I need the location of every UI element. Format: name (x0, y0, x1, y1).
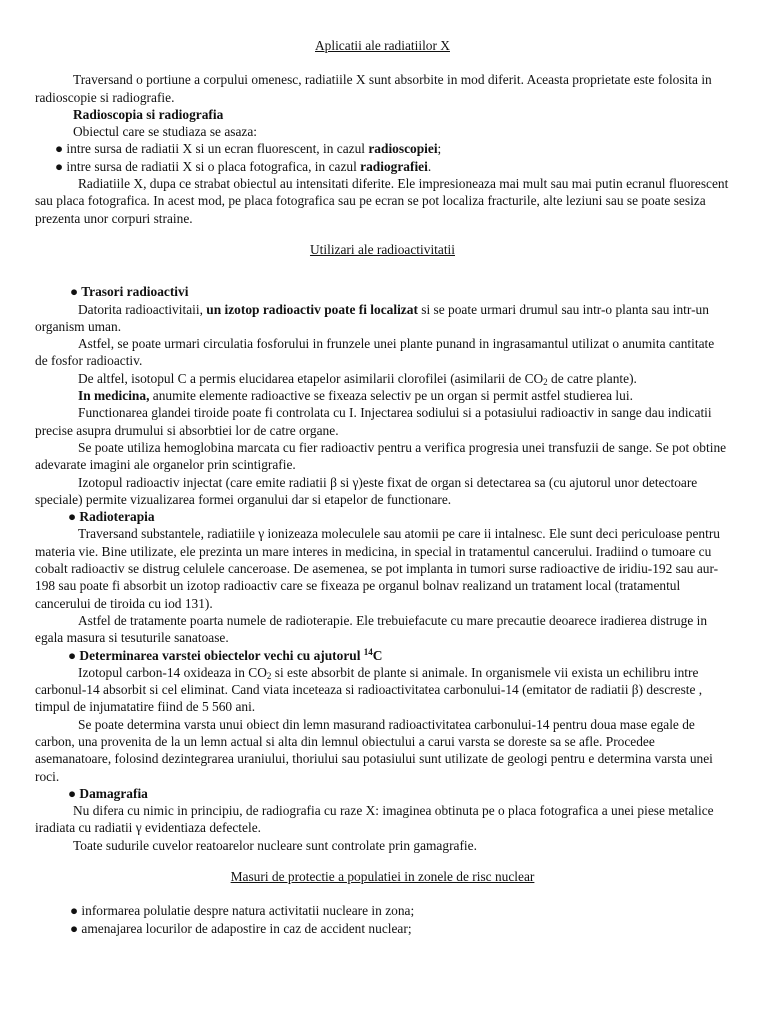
bullet-text: ● intre sursa de radiatii X si o placa fotografica, in cazul (55, 158, 361, 174)
bold-text: In medicina, (78, 388, 150, 404)
paragraph-thyroid: Functionarea glandei tiroide poate fi controlata cu I. Injectarea sodiului si a potasiului radioactiv in sange dau indicatii precise asupra drumului si absorbtiei lor de catre organe. (35, 405, 712, 438)
paragraph-tracers-1 (35, 301, 730, 336)
paragraph-tracers-2: Astfel, se poate urmari circulatia fosforului in frunzele unei plante punand in ingrasamantul utilizat o anumita cantitate de fosfor radioactiv. (35, 336, 715, 369)
paragraph-isotope: Izotopul radioactiv injectat (care emite radiatii β si γ)este fixat de organ si detectarea sa (cu ajutorul unor detectoare speciale) permite vizualizarea formei organului dar si etapelor de functionare. (35, 474, 698, 507)
section-title-radioactivity-wrap (35, 241, 730, 258)
paragraph-tracers-3 (35, 370, 730, 387)
bold-text: un izotop radioactiv poate fi localizat (206, 301, 418, 317)
paragraph-damagraphy-2: Toate sudurile cuvelor reatoarelor nucleare sunt controlate prin gamagrafie. (73, 837, 477, 853)
paragraph-hemoglobin: Se poate utiliza hemoglobina marcata cu fier radioactiv pentru a verifica progresia unei transfuzii de sange. Se pot obtine adevarate imagini ale organelor prin scintigrafie. (35, 439, 727, 473)
text: de catre plante). (547, 370, 637, 386)
bullet-radiography (35, 158, 730, 175)
text: Izotopul carbon-14 oxideaza in CO (78, 664, 267, 680)
superscript: 14 (363, 646, 373, 657)
spacer (35, 885, 730, 902)
section-title-radioactivity: Utilizari ale radioactivitatii (309, 241, 455, 257)
paragraph-radiotherapy-2: Astfel de tratamente poarta numele de radioterapie. Ele trebuiefacute cu mare precautie deoarece iradierea distruge in egala masura si tesuturile sanatoase. (35, 612, 708, 646)
spacer (35, 54, 730, 71)
heading-damagraphy: ● Damagrafia (68, 785, 148, 801)
bullet-bold: radioscopiei (368, 141, 438, 157)
spacer (35, 854, 730, 868)
document-content (35, 37, 730, 937)
subscript: 2 (543, 376, 548, 387)
heading-tracers: ● Trasori radioactivi (70, 284, 189, 300)
text: si este absorbit de plante si animale. In organismele vii exista un echilibru intre carbonul-14 absorbit si cel eliminat. Cand viata inceteaza si radioactivitatea carbonului-14 (emitator de radiatii β) descreste , timpul de injumatatire fiind de 5 560 ani. (35, 664, 703, 715)
heading-radioscopy: Radioscopia si radiografia (73, 106, 224, 122)
section-title-protection: Masuri de protectie a populatiei in zonele de risc nuclear (230, 869, 535, 885)
bullet-bold: radiografiei (360, 158, 428, 174)
section-title-x-rays: Aplicatii ale radiatiilor X (315, 38, 450, 53)
text: Datorita radioactivitaii, (78, 301, 207, 317)
paragraph-carbon-1 (35, 664, 730, 716)
text: si se poate urmari drumul sau intr-o planta sau intr-un organism uman. (35, 301, 709, 334)
spacer (35, 227, 730, 241)
heading-tail: C (372, 647, 383, 663)
heading-text: ● Determinarea varstei obiectelor vechi cu ajutorul (68, 647, 364, 663)
paragraph-result: Radiatiile X, dupa ce strabat obiectul au intensitati diferite. Ele impresioneaza mai mult sau mai putin ecranul fluorescent sau placa fotografica. In acest mod, pe placa fotografica sau pe ecran se pot localiza fracturile, alte leziuni sau se poate sesiza prezenta unor corpuri straine. (35, 176, 729, 226)
paragraph-intro: Traversand o portiune a corpului omenesc, radiatiile X sunt absorbite in mod diferit. Aceasta proprietate este folosita in radioscopie si radiografie. (35, 72, 712, 105)
spacer (35, 258, 730, 275)
text: De altfel, isotopul C a permis elucidarea etapelor asimilarii clorofilei (asimilarii de CO (78, 370, 544, 386)
subscript: 2 (266, 670, 272, 681)
paragraph-medicine (35, 387, 730, 404)
heading-radiotherapy: ● Radioterapia (68, 509, 155, 525)
section-title-x-rays-wrap (35, 37, 730, 54)
spacer (35, 275, 730, 283)
paragraph-radiotherapy-1: Traversand substantele, radiatiile γ ionizeaza moleculele sau atomii pe care ii intalnesc. Ele sunt deci periculoase pentru materia vie. Bine utilizate, ele prezinta un mare interes in medicina, in special in tratamentul cancerului. Iradiind o tumoare cu cobalt radioactiv se distrug celulele canceroase. De asemenea, se pot implanta in tumori surse radioactive de iridiu-192 sau aur-198 sau poate fi absorbit un izotop radioactiv care se fixeaza pe organul bolnav realizand un tratament local (tratamentul cancerului de tiroida cu iod 131). (35, 526, 720, 611)
bullet-informing: ● informarea polulatie despre natura activitatii nucleare in zona; (70, 903, 415, 919)
paragraph-object: Obiectul care se studiaza se asaza: (73, 124, 258, 140)
bullet-tail: ; (437, 141, 442, 157)
paragraph-damagraphy-1: Nu difera cu nimic in principiu, de radiografia cu raze X: imaginea obtinuta pe o placa fotografica a unei piese metalice iradiata cu radiatii γ evidentiaza defectele. (35, 803, 714, 836)
heading-carbon-dating (35, 647, 730, 664)
section-title-protection-wrap (35, 868, 730, 885)
bullet-shelters: ● amenajarea locurilor de adapostire in caz de accident nuclear; (70, 920, 412, 936)
bullet-tail: . (427, 158, 432, 174)
bullet-radioscopy (35, 140, 730, 157)
paragraph-carbon-2: Se poate determina varsta unui obiect din lemn masurand radioactivitatea carbonului-14 pentru doua mase egale de carbon, una provenita de la un lemn actual si alta din lemnul obiectului a carui varsta se doreste sa se afle. Procedee asemanatoare, folosind dezintegrarea uraniului, thoriului sau potasiului sunt utilizate de geologi pentru e determina varsta unei roci. (35, 716, 713, 784)
text: anumite elemente radioactive se fixeaza selectiv pe un organ si permit astfel studierea lui. (149, 388, 633, 404)
bullet-text: ● intre sursa de radiatii X si un ecran fluorescent, in cazul (55, 141, 369, 157)
